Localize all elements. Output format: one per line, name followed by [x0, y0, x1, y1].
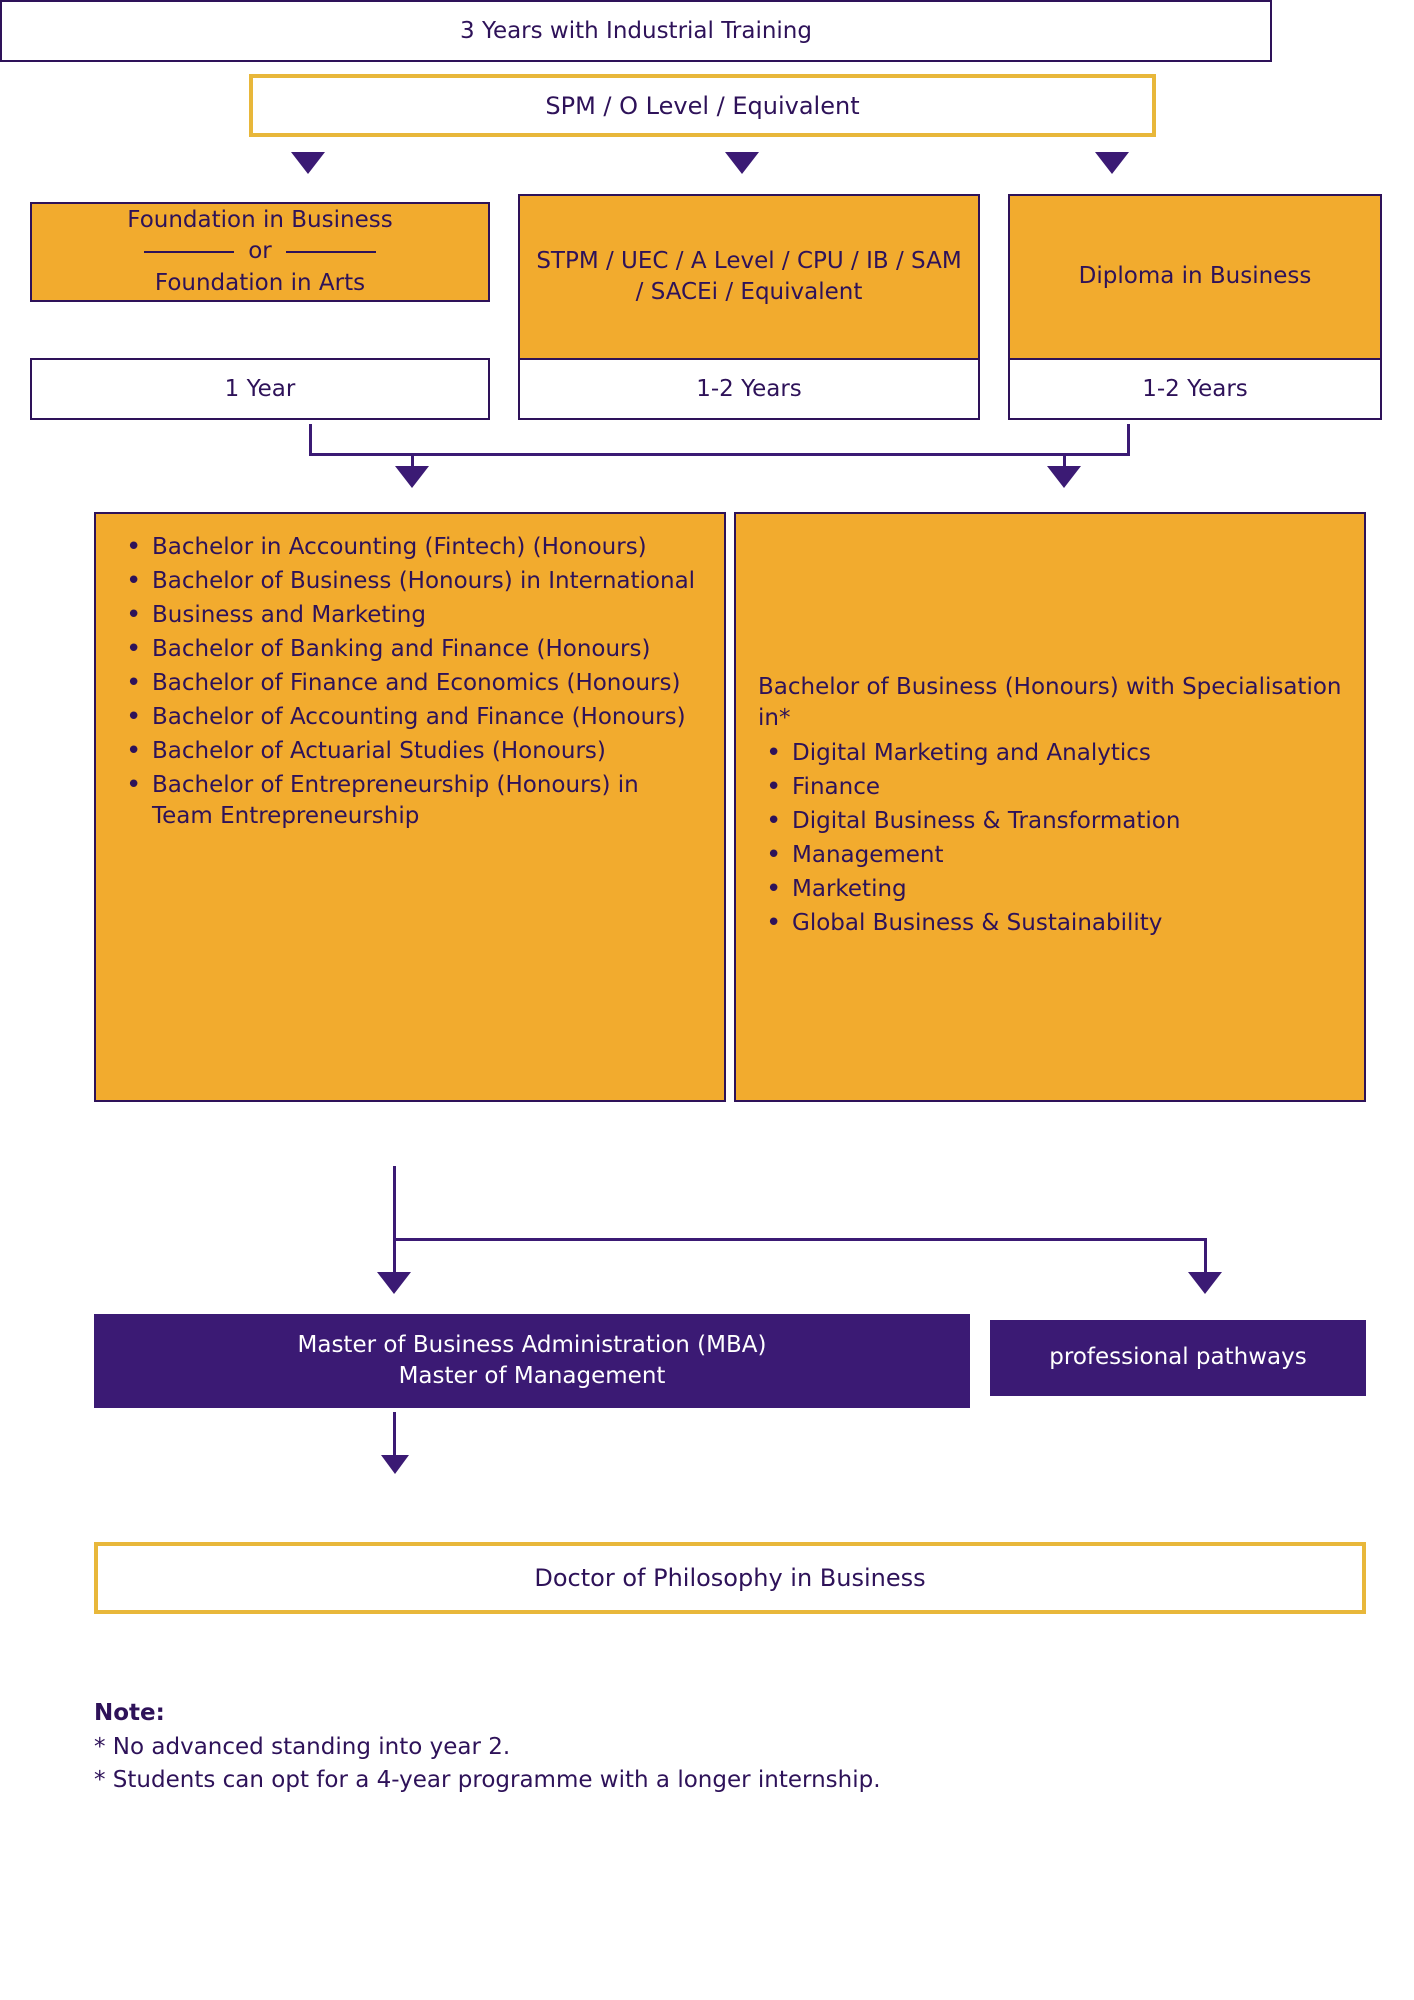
arrow-to-phd [381, 1455, 409, 1474]
connector-degree-down [393, 1166, 396, 1241]
degree-duration-box [0, 0, 1272, 62]
foundation-duration-label: 1 Year [224, 376, 296, 402]
degree-duration-label: 3 Years with Industrial Training [460, 18, 812, 44]
note-block [94, 1697, 1294, 1798]
degree-item: • Bachelor of Accounting and Finance (Honours) [118, 702, 702, 733]
professional-pathways-label: professional pathways [1049, 1344, 1307, 1371]
diploma-duration-box [1008, 358, 1382, 420]
connector-diploma-down [1127, 424, 1130, 456]
specialisation-list [758, 738, 1342, 942]
foundation-line-2: Foundation in Arts [154, 269, 366, 296]
masters-line-2: Master of Management [398, 1363, 666, 1389]
pathway-preuniversity-box [518, 194, 980, 360]
foundation-rule-left [144, 251, 234, 253]
phd-label: Doctor of Philosophy in Business [534, 1564, 926, 1592]
masters-line-1: Master of Business Administration (MBA) [297, 1331, 767, 1358]
foundation-line-1: Foundation in Business [127, 207, 393, 234]
professional-pathways-box [990, 1320, 1366, 1396]
specialisation-inner [758, 532, 1342, 1082]
degree-item: • Bachelor of Finance and Economics (Honours) [118, 668, 702, 699]
foundation-line-1-row [42, 205, 478, 236]
diploma-duration-label: 1-2 Years [1142, 376, 1248, 402]
connector-postgrad-bus [393, 1238, 1207, 1241]
specialisation-item: • Management [758, 840, 1342, 871]
foundation-rule-right [286, 251, 376, 253]
specialisation-heading: Bachelor of Business (Honours) with Specialisation in* [758, 673, 1342, 731]
arrow-entry-to-diploma [1095, 152, 1129, 174]
entry-qualification-label: SPM / O Level / Equivalent [545, 91, 860, 120]
masters-lines [298, 1330, 767, 1392]
connector-foundation-down [309, 424, 312, 456]
degree-specialisation-right-box [734, 512, 1366, 1102]
degree-programmes-list [118, 532, 702, 832]
specialisation-item: • Digital Marketing and Analytics [758, 738, 1342, 769]
foundation-or-label: or [248, 238, 272, 265]
degree-item: • Bachelor of Business (Honours) in International [118, 566, 702, 597]
pathway-foundation-box [30, 202, 490, 302]
note-line: * No advanced standing into year 2. [94, 1733, 511, 1760]
pathway-diploma-box [1008, 194, 1382, 360]
degree-item: • Bachelor of Entrepreneurship (Honours) in Team Entrepreneurship [118, 770, 702, 832]
specialisation-item: • Global Business & Sustainability [758, 908, 1342, 939]
foundation-line-2-row [42, 268, 478, 299]
connector-masters-to-phd [393, 1412, 396, 1460]
degree-item: • Business and Marketing [118, 600, 702, 631]
entry-qualification-box [249, 74, 1156, 137]
preuniversity-duration-label: 1-2 Years [696, 376, 802, 402]
arrow-entry-to-preuniversity [725, 152, 759, 174]
arrow-entry-to-foundation [291, 152, 325, 174]
degree-item: • Bachelor of Actuarial Studies (Honours) [118, 736, 702, 767]
note-line: * Students can opt for a 4-year programme with a longer internship. [94, 1767, 881, 1794]
specialisation-item: • Digital Business & Transformation [758, 806, 1342, 837]
connector-professional-down [1204, 1238, 1207, 1276]
degree-item: • Bachelor of Banking and Finance (Honours) [118, 634, 702, 665]
arrow-to-degree-right [1047, 466, 1081, 488]
arrow-to-degree-left [395, 466, 429, 488]
arrow-to-masters [377, 1272, 411, 1294]
connector-masters-down [393, 1238, 396, 1276]
connector-horizontal-bus [309, 453, 1130, 456]
preuniversity-duration-box [518, 358, 980, 420]
arrow-to-professional-pathways [1188, 1272, 1222, 1294]
foundation-duration-box [30, 358, 490, 420]
diploma-label: Diploma in Business [1078, 263, 1312, 290]
degree-programmes-left-box [94, 512, 726, 1102]
specialisation-item: • Finance [758, 772, 1342, 803]
note-title: Note: [94, 1700, 165, 1726]
specialisation-item: • Marketing [758, 874, 1342, 905]
preuniversity-label: STPM / UEC / A Level / CPU / IB / SAM / SACEi / Equivalent [536, 247, 962, 305]
degree-item: • Bachelor in Accounting (Fintech) (Honours) [118, 532, 702, 563]
masters-box [94, 1314, 970, 1408]
phd-box [94, 1542, 1366, 1614]
foundation-or-row [42, 236, 478, 267]
